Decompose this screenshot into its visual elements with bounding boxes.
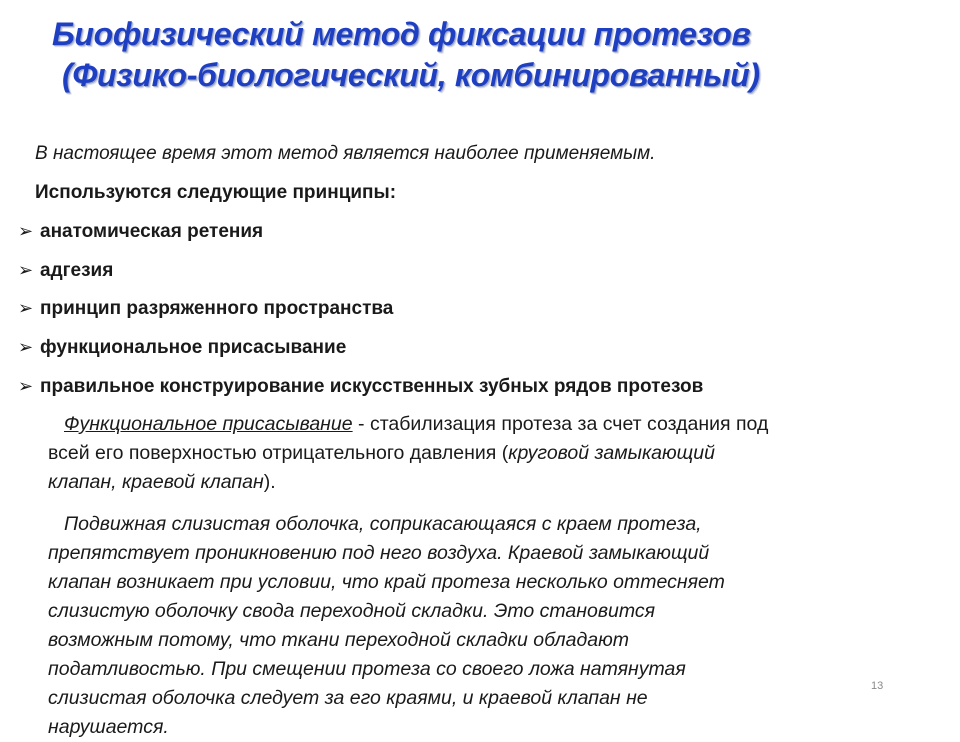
paragraph-line: податливостью. При смещении протеза со своего ложа натянутая (48, 658, 686, 680)
paragraph-line: Подвижная слизистая оболочка, соприкасающаяся с краем протеза, (64, 513, 702, 535)
bullet-item (18, 375, 703, 399)
bullet-label: правильное конструирование искусственных зубных рядов протезов (40, 376, 704, 397)
paragraph-line: возможным потому, что ткани переходной складки обладают (48, 629, 630, 651)
bullet-label: анатомическая ретения (40, 221, 264, 242)
bullet-item (18, 220, 263, 244)
definition-text: всей его поверхностью отрицательного давления ( (48, 442, 509, 464)
definition-italic-text: клапан, краевой клапан (48, 471, 264, 493)
explanation-paragraph (48, 510, 948, 742)
arrow-bullet-icon: ➢ (18, 260, 34, 281)
principles-heading: Используются следующие принципы: (35, 182, 397, 203)
bullet-item (18, 297, 393, 321)
slide-title-line-2: (Физико-биологический, комбинированный) (62, 57, 760, 93)
definition-line-1 (48, 410, 948, 439)
paragraph-line: препятствует проникновению под него воздуха. Краевой замыкающий (48, 542, 710, 564)
slide-title-line-1: Биофизический метод фиксации протезов (52, 16, 751, 52)
definition-line-3 (48, 468, 948, 497)
bullet-item (18, 336, 346, 360)
bullet-label: принцип разряженного пространства (40, 298, 394, 319)
paragraph-line: слизистую оболочку свода переходной складки. Это становится (48, 600, 656, 622)
bullet-item (18, 259, 113, 283)
definition-italic-text: круговой замыкающий (508, 442, 715, 464)
paragraph-line: слизистая оболочка следует за его краями, и краевой клапан не (48, 687, 648, 709)
slide-title (52, 14, 932, 96)
bullet-label: функциональное присасывание (40, 337, 347, 358)
definition-line-2 (48, 439, 948, 468)
definition-term: Функциональное присасывание (64, 413, 353, 435)
arrow-bullet-icon: ➢ (18, 337, 34, 358)
page-number: 13 (871, 680, 884, 692)
arrow-bullet-icon: ➢ (18, 298, 34, 319)
paragraph-line: нарушается. (48, 716, 169, 738)
intro-text: В настоящее время этот метод является наиболее применяемым. (35, 143, 656, 164)
definition-text: - стабилизация протеза за счет создания под (352, 413, 769, 435)
arrow-bullet-icon: ➢ (18, 221, 34, 242)
definition-paragraph (48, 410, 948, 497)
bullet-label: адгезия (40, 260, 114, 281)
definition-text: ). (263, 471, 276, 493)
arrow-bullet-icon: ➢ (18, 376, 34, 397)
paragraph-line: клапан возникает при условии, что край протеза несколько оттесняет (48, 571, 725, 593)
